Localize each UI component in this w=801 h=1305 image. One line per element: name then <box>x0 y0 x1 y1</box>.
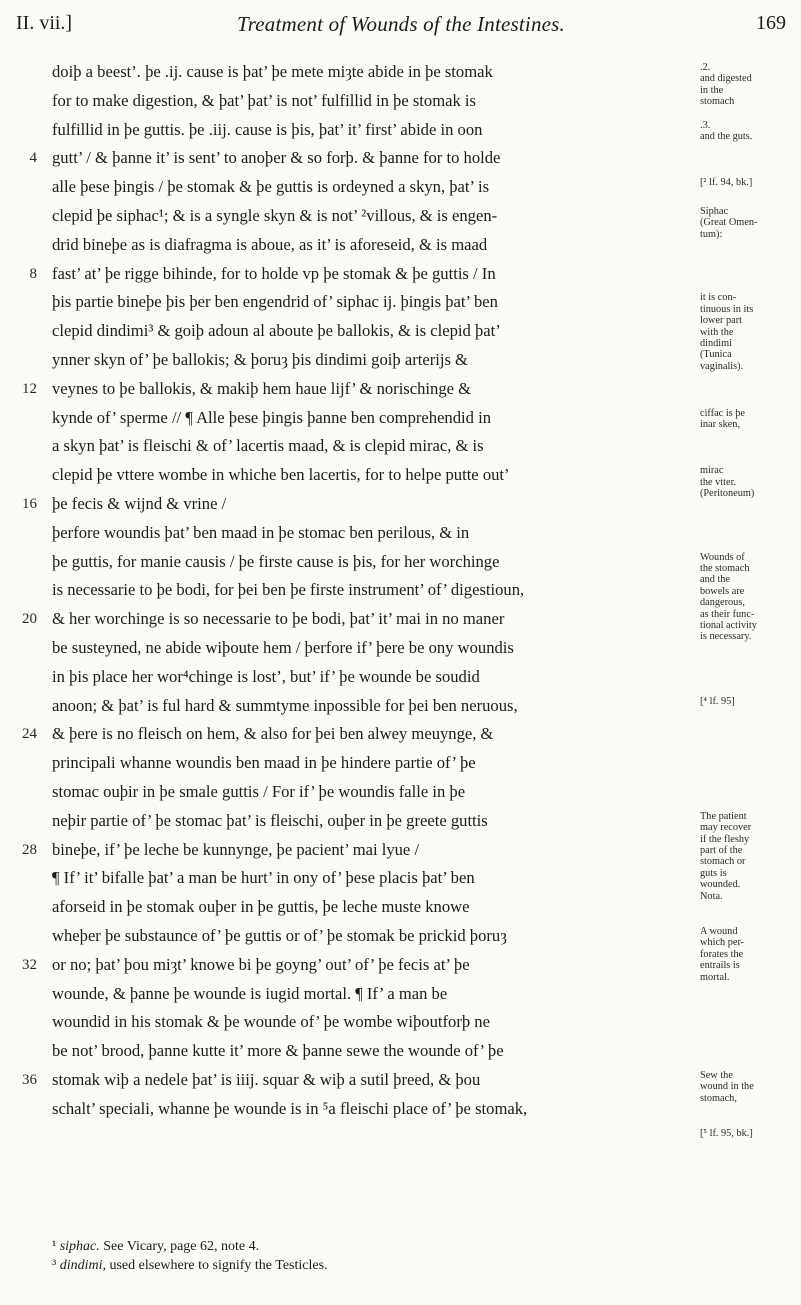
line-text: alle þese þingis / þe stomak & þe guttis is ordeyned a skyn, þat’ is <box>52 177 490 197</box>
line-text: schalt’ speciali, whanne þe wounde is in ⁵a fleischi place of’ þe stomak, <box>52 1098 528 1118</box>
line-text: veynes to þe ballokis, & makiþ hem haue lijf’ & norischinge & <box>52 378 472 398</box>
margin-note-line: .2. <box>700 62 711 73</box>
margin-note-line: forates the <box>700 948 744 960</box>
main-text <box>22 58 692 1123</box>
chapter-reference: II. vii.] <box>16 12 73 34</box>
margin-note-line: vaginalis). <box>700 360 744 372</box>
footnote-text: See Vicary, page 62, note 4. <box>99 1239 260 1254</box>
text-line <box>52 663 692 692</box>
margin-note <box>700 811 796 902</box>
text-line <box>52 1095 692 1124</box>
margin-note-line: [⁵ lf. 95, bk.] <box>700 1127 753 1139</box>
margin-note-line: may recover <box>700 822 752 834</box>
line-text: woundid in his stomak & þe wounde of’ þe wombe wiþoutforþ ne <box>52 1012 490 1032</box>
line-text: ynner skyn of’ þe ballokis; & þoruȝ þis dindimi goiþ arterijs & <box>52 349 468 369</box>
margin-note <box>700 552 796 643</box>
line-text: is necessarie to þe bodi, for þei ben þe firste instrument’ of’ digestioun, <box>52 580 525 600</box>
line-text: stomak wiþ a nedele þat’ is iiij. squar & wiþ a sutil þreed, & þou <box>52 1069 481 1089</box>
margin-note-line: stomach <box>700 96 735 108</box>
line-number: 16 <box>22 495 37 512</box>
footnote-term: dindimi, <box>59 1258 106 1273</box>
text-line <box>52 1008 692 1037</box>
margin-note-line: Sew the <box>700 1070 733 1081</box>
line-text: drid bineþe as is diafragma is aboue, as it’ is aforeseid, & is maad <box>52 234 488 254</box>
line-text: & þere is no fleisch on hem, & also for þei ben alwey meuynge, & <box>52 724 494 744</box>
margin-note-line: which per- <box>700 937 745 949</box>
line-number: 28 <box>22 841 37 858</box>
margin-note <box>700 926 796 983</box>
line-text: bineþe, if’ þe leche be kunnynge, þe pacient’ mai lyue / <box>52 839 420 859</box>
line-number: 8 <box>29 265 37 282</box>
text-line <box>52 432 692 461</box>
text-line <box>52 317 692 346</box>
line-text: fast’ at’ þe rigge bihinde, for to holde vp þe stomak & þe guttis / In <box>52 263 496 283</box>
margin-note-line: mirac <box>700 465 724 477</box>
line-text: þe guttis, for manie causis / þe firste cause is þis, for her worchinge <box>52 551 500 571</box>
text-line <box>52 116 692 145</box>
margin-note-line: if the fleshy <box>700 833 750 845</box>
text-line <box>52 692 692 721</box>
text-line <box>52 980 692 1009</box>
line-text: stomac ouþir in þe smale guttis / For if’ þe woundis falle in þe <box>52 781 466 801</box>
footnote <box>52 1256 732 1275</box>
margin-note-line: [² lf. 94, bk.] <box>700 177 753 189</box>
text-line <box>52 202 692 231</box>
line-text: be not’ brood, þanne kutte it’ more & þanne sewe the wounde of’ þe <box>52 1041 504 1061</box>
margin-note-line: and the guts. <box>700 131 753 142</box>
line-number: 20 <box>22 611 37 628</box>
text-line <box>22 375 692 404</box>
margin-note-line: ciffac is þe <box>700 407 745 419</box>
text-line <box>52 1037 692 1066</box>
text-line <box>52 519 692 548</box>
footnote-term: siphac. <box>59 1239 100 1254</box>
line-text: in þis place her wor⁴chinge is lost’, but’ if’ þe wounde be soudid <box>52 666 480 686</box>
margin-note-line: and digested <box>700 73 752 85</box>
margin-note-line: wound in the <box>700 1081 754 1093</box>
line-text: neþir partie of’ þe stomac þat’ is fleischi, ouþer in þe greete guttis <box>52 810 488 830</box>
line-text: wheþer þe substaunce of’ þe guttis or of’ þe stomak be prickid þoruȝ <box>52 925 507 945</box>
text-line <box>52 87 692 116</box>
margin-note-line: as their func- <box>700 608 755 620</box>
margin-note <box>700 120 796 143</box>
margin-note-line: stomach, <box>700 1092 737 1104</box>
line-number: 4 <box>29 150 37 167</box>
margin-note-line: it is con- <box>700 292 737 304</box>
line-text: fulfillid in þe guttis. þe .iij. cause is þis, þat’ it’ first’ abide in oon <box>52 119 483 139</box>
line-text: kynde of’ sperme // ¶ Alle þese þingis þanne ben comprehendid in <box>52 407 491 427</box>
line-text: principali whanne woundis ben maad in þe hindere partie of’ þe <box>52 753 476 773</box>
text-line <box>22 605 692 634</box>
line-text: or no; þat’ þou miȝt’ knowe bi þe goyng’ out’ of’ þe fecis at’ þe <box>52 954 470 974</box>
margin-note-line: in the <box>700 84 724 96</box>
margin-note-line: bowels are <box>700 585 745 597</box>
text-line <box>22 1066 692 1095</box>
line-text: þis partie bineþe þis þer ben engendrid of’ siphac ij. þingis þat’ ben <box>52 292 498 312</box>
page-header <box>16 12 786 38</box>
footnote-mark: ³ <box>52 1258 60 1273</box>
margin-note-line: (Great Omen- <box>700 217 758 229</box>
text-line <box>52 634 692 663</box>
margin-note-line: tum): <box>700 228 723 240</box>
margin-note-line: wounded. <box>700 879 741 891</box>
footnote-text: used elsewhere to signify the Testicles. <box>105 1258 328 1273</box>
margin-note-line: entrails is <box>700 960 740 972</box>
line-text: clepid dindimi³ & goiþ adoun al aboute þe ballokis, & is clepid þat’ <box>52 321 501 341</box>
margin-note-line: part of the <box>700 845 743 857</box>
line-text: clepid þe vttere wombe in whiche ben lacertis, for to helpe putte out’ <box>52 465 510 485</box>
running-title: Treatment of Wounds of the Intestines. <box>236 12 566 36</box>
margin-note-line: dangerous, <box>700 597 745 609</box>
text-line <box>52 893 692 922</box>
margin-note <box>700 206 796 240</box>
line-number: 36 <box>22 1071 37 1088</box>
text-line <box>22 720 692 749</box>
margin-note-line: inar sken, <box>700 419 741 430</box>
text-line <box>52 778 692 807</box>
text-line <box>52 864 692 893</box>
margin-note-line: Wounds of <box>700 551 745 563</box>
line-text: þe fecis & wijnd & vrine / <box>52 493 227 513</box>
margin-note-line: lower part <box>700 315 743 327</box>
margin-note <box>700 177 796 188</box>
text-line <box>52 173 692 202</box>
margin-note-line: tinuous in its <box>700 303 754 315</box>
margin-note-line: The patient <box>700 810 747 822</box>
margin-note-line: .3. <box>700 119 711 131</box>
margin-note-line: mortal. <box>700 971 730 983</box>
line-text: ¶ If’ it’ bifalle þat’ a man be hurt’ in ony of’ þese placis þat’ ben <box>52 868 475 888</box>
margin-note-line: A wound <box>700 926 738 937</box>
margin-note <box>700 292 796 372</box>
line-text: anoon; & þat’ is ful hard & summtyme inpossible for þei ben neruous, <box>52 695 518 715</box>
margin-note <box>700 465 796 499</box>
text-line <box>52 461 692 490</box>
text-line <box>52 807 692 836</box>
margin-note-line: the vtter. <box>700 476 737 488</box>
text-line <box>52 231 692 260</box>
footnote <box>52 1237 732 1256</box>
text-line <box>29 144 692 173</box>
margin-note-line: Siphac <box>700 206 729 217</box>
line-text: þerfore woundis þat’ ben maad in þe stomac ben perilous, & in <box>52 522 470 542</box>
margin-note-line: Nota. <box>700 890 723 902</box>
text-line <box>22 836 692 865</box>
line-text: be susteyned, ne abide wiþoute hem / þerfore if’ þere be ony woundis <box>52 637 514 657</box>
footnote-mark: ¹ <box>52 1239 60 1254</box>
margin-note-line: tional activity <box>700 620 757 632</box>
margin-note-line: (Tunica <box>700 349 732 361</box>
text-line <box>52 404 692 433</box>
text-line <box>29 260 692 289</box>
text-line <box>52 922 692 951</box>
text-line <box>52 548 692 577</box>
text-line <box>52 288 692 317</box>
margin-note <box>700 62 796 108</box>
margin-note-line: (Peritoneum) <box>700 488 755 499</box>
text-line <box>52 58 692 87</box>
line-text: doiþ a beest’. þe .ij. cause is þat’ þe mete miȝte abide in þe stomak <box>52 62 493 81</box>
line-text: gutt’ / & þanne it’ is sent’ to anoþer & so forþ. & þanne for to holde <box>52 148 501 168</box>
margin-note-line: the stomach <box>700 563 750 574</box>
line-number: 24 <box>22 726 37 743</box>
margin-note-line: [⁴ lf. 95] <box>700 695 735 707</box>
margin-note-line: guts is <box>700 867 727 879</box>
margin-note-line: with the <box>700 326 734 338</box>
line-text: a skyn þat’ is fleischi & of’ lacertis maad, & is clepid mirac, & is <box>52 436 484 456</box>
text-line <box>52 346 692 375</box>
line-number: 12 <box>22 380 37 397</box>
text-line <box>52 749 692 778</box>
footnotes <box>52 1237 732 1275</box>
line-text: aforseid in þe stomak ouþer in þe guttis, þe leche muste knowe <box>52 897 470 917</box>
margin-note <box>700 408 796 431</box>
line-text: for to make digestion, & þat’ þat’ is not’ fulfillid in þe stomak is <box>52 90 476 110</box>
margin-note-line: stomach or <box>700 856 746 868</box>
margin-note <box>700 1070 796 1104</box>
line-text: & her worchinge is so necessarie to þe bodi, þat’ it’ mai in no maner <box>52 609 505 629</box>
margin-note-line: is necessary. <box>700 631 752 643</box>
line-text: wounde, & þanne þe wounde is iugid mortal. ¶ If’ a man be <box>52 983 448 1003</box>
line-number: 32 <box>22 956 37 973</box>
text-line <box>22 490 692 519</box>
line-text: clepid þe siphac¹; & is a syngle skyn & is not’ ²villous, & is engen- <box>52 205 498 225</box>
page-number: 169 <box>756 12 786 34</box>
text-line <box>52 576 692 605</box>
margin-note-line: and the <box>700 574 731 586</box>
margin-note-line: dindimi <box>700 338 733 350</box>
text-line <box>22 951 692 980</box>
margin-note <box>700 1128 796 1139</box>
margin-note <box>700 696 796 707</box>
